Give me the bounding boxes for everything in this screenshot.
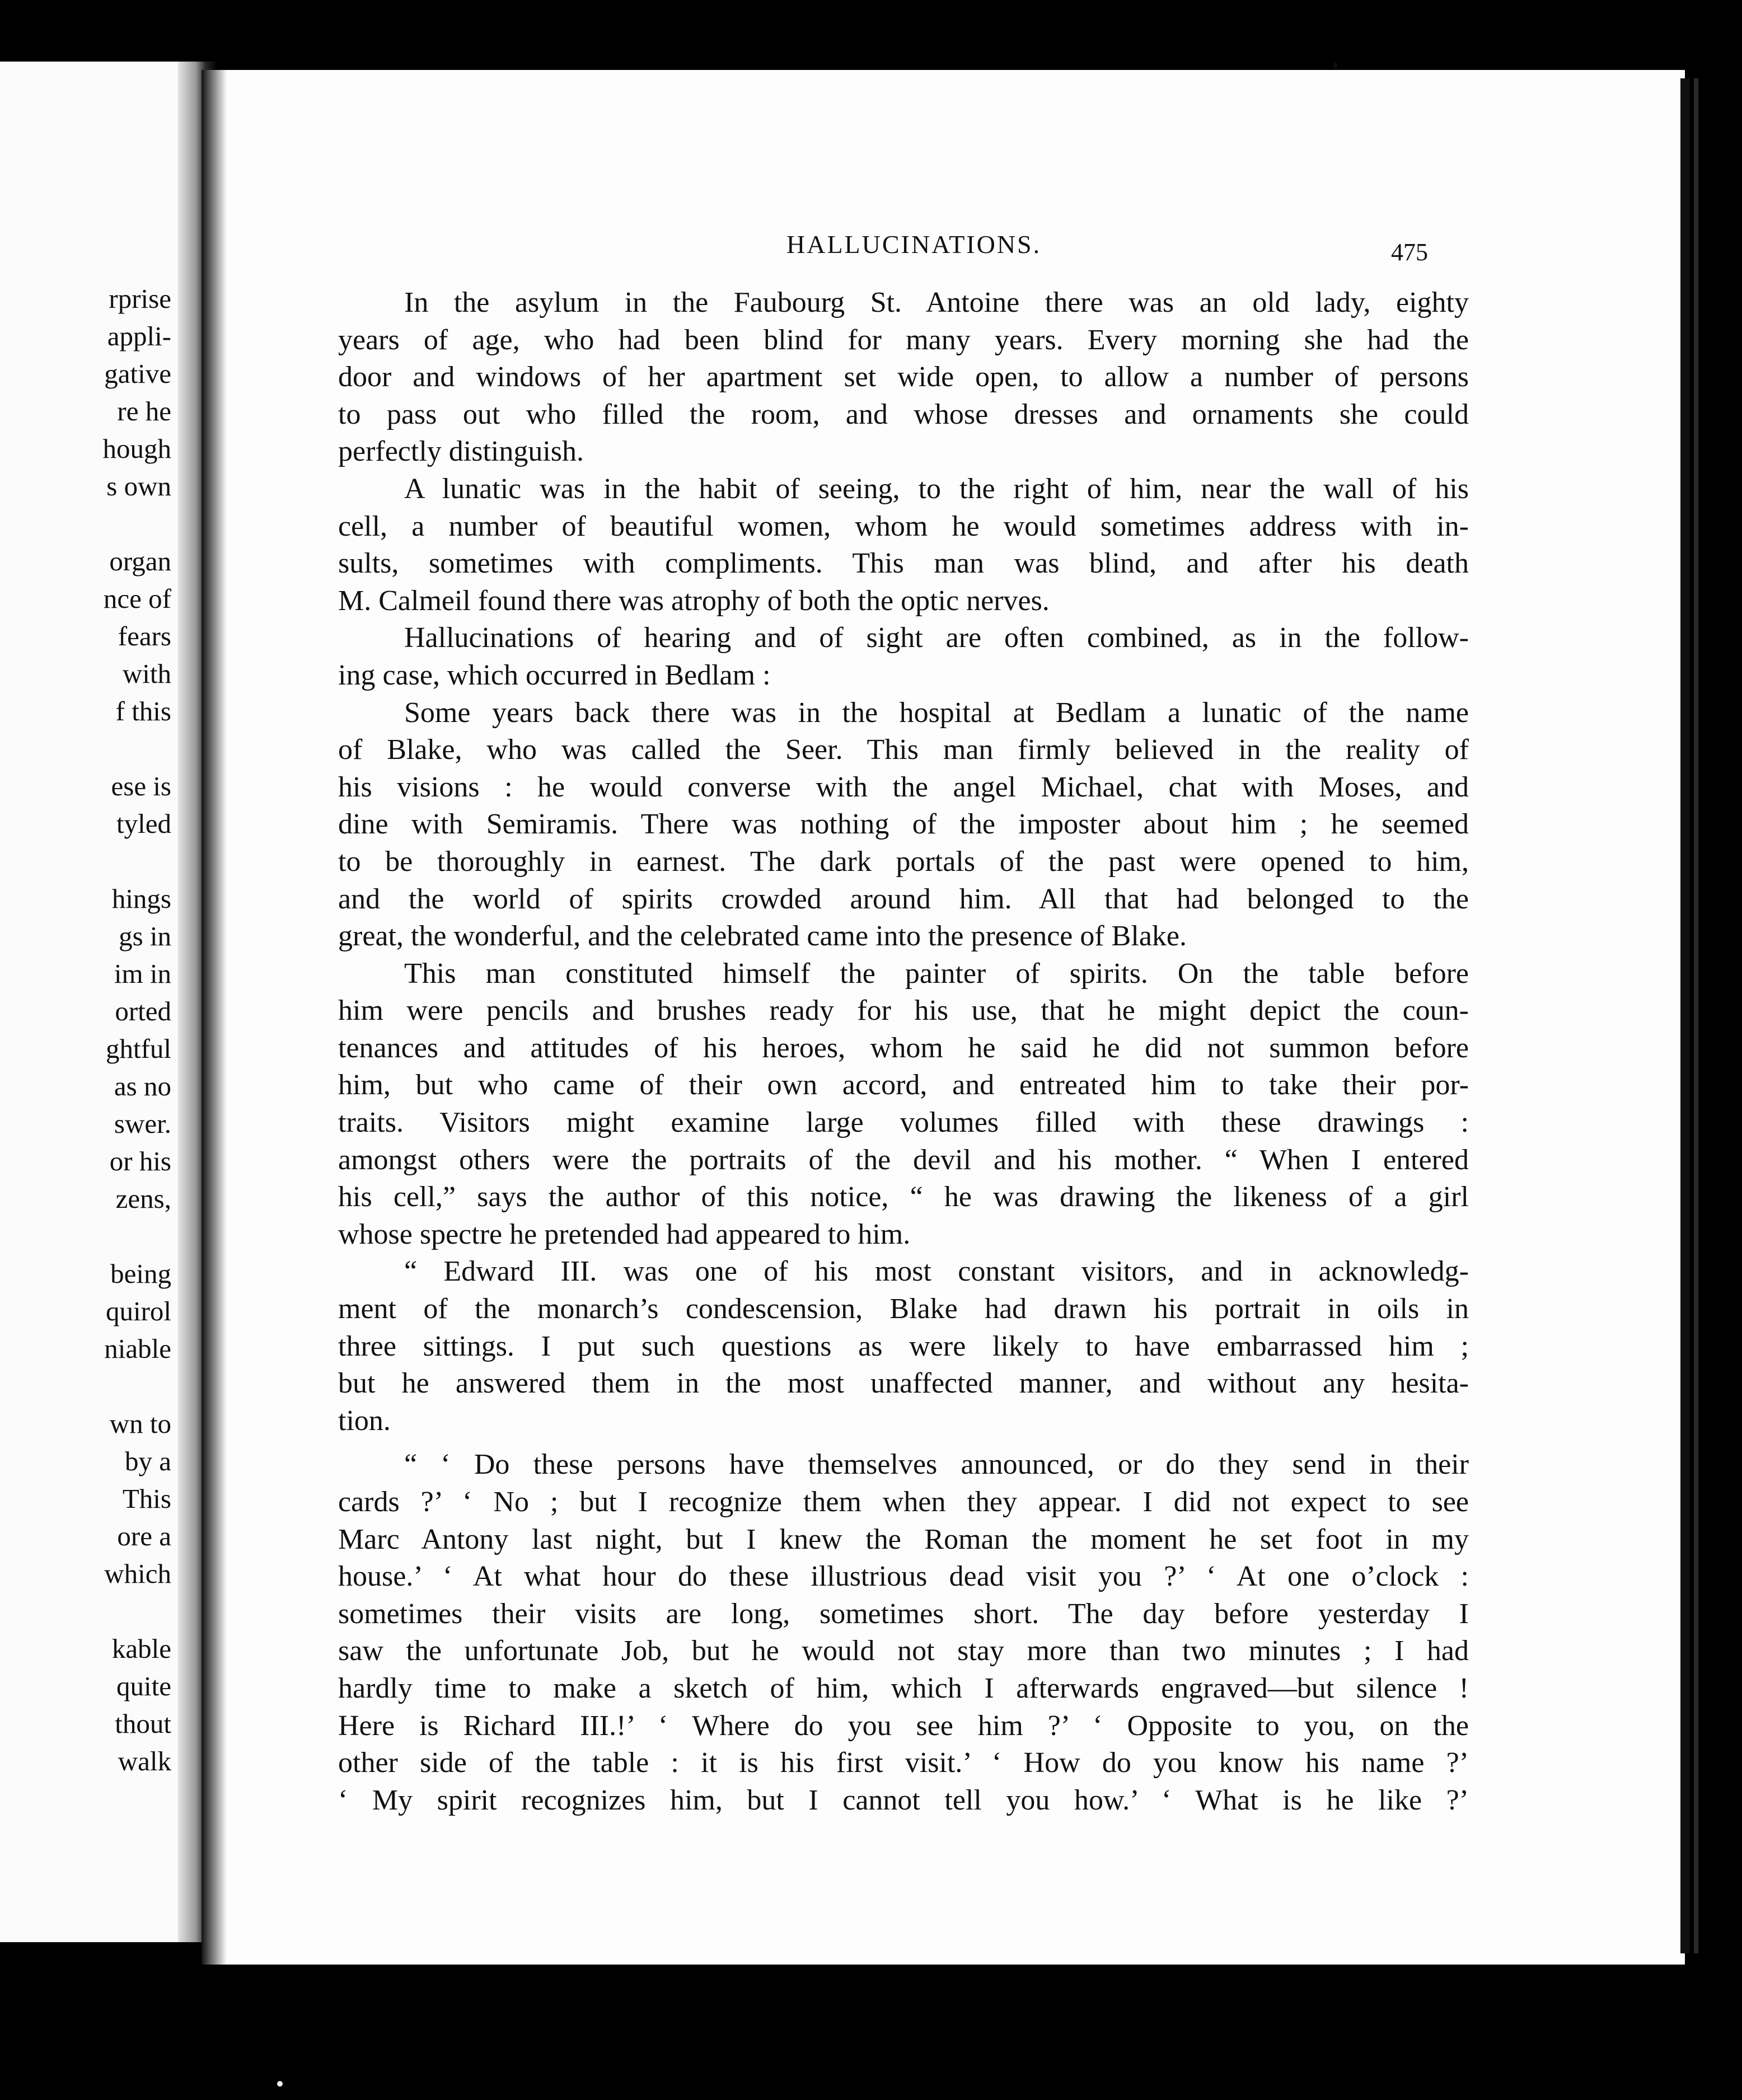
left-line: orted bbox=[115, 996, 171, 1026]
text-line: Here is Richard III.!’ ‘ Where do you see him ?’ ‘ Opposite to you, on the bbox=[338, 1709, 1469, 1742]
page-number: 475 bbox=[1391, 238, 1428, 266]
left-line: im in bbox=[114, 958, 171, 989]
left-line: This bbox=[122, 1483, 171, 1514]
left-line: which bbox=[104, 1558, 171, 1589]
text-line: house.’ ‘ At what hour do these illustrious dead visit you ?’ ‘ At one o’clock : bbox=[338, 1560, 1469, 1593]
left-line bbox=[103, 1217, 172, 1255]
page-edge-strip bbox=[1680, 78, 1689, 1953]
left-line: as no bbox=[114, 1071, 171, 1101]
text-line: his cell,” says the author of this notice, “ he was drawing the likeness of a girl bbox=[338, 1181, 1469, 1213]
left-line: swer. bbox=[114, 1108, 171, 1139]
left-line bbox=[103, 730, 172, 767]
left-line: tyled bbox=[116, 808, 171, 839]
left-line: by a bbox=[125, 1446, 171, 1476]
scan-speck bbox=[1333, 63, 1337, 68]
text-line: ing case, which occurred in Bedlam : bbox=[338, 659, 771, 691]
text-line: sults, sometimes with compliments. This man was blind, and after his death bbox=[338, 547, 1469, 580]
left-line bbox=[103, 1592, 172, 1630]
text-line: In the asylum in the Faubourg St. Antoine there was an old lady, eighty bbox=[404, 287, 1469, 318]
left-line bbox=[103, 1367, 172, 1405]
scan-speck bbox=[277, 2081, 283, 2087]
left-line: appli- bbox=[107, 321, 171, 351]
text-line: “ Edward III. was one of his most constant visitors, and in acknowledg- bbox=[404, 1255, 1469, 1288]
text-line: of Blake, who was called the Seer. This man firmly believed in the reality of bbox=[338, 734, 1469, 766]
text-line: Marc Antony last night, but I knew the Roman the moment he set foot in my bbox=[338, 1523, 1469, 1555]
text-line: “ ‘ Do these persons have themselves announced, or do they send in their bbox=[404, 1449, 1469, 1481]
text-line: to pass out who filled the room, and whose dresses and ornaments she could bbox=[338, 398, 1469, 430]
text-line: him, but who came of their own accord, and entreated him to take their por- bbox=[338, 1069, 1469, 1101]
text-line: him were pencils and brushes ready for his use, that he might depict the coun- bbox=[338, 995, 1469, 1027]
left-line: ore a bbox=[117, 1521, 171, 1551]
text-line: his visions : he would converse with the angel Michael, chat with Moses, and bbox=[338, 771, 1469, 803]
running-head: HALLUCINATIONS. bbox=[786, 230, 1042, 259]
left-line: ese is bbox=[111, 771, 171, 801]
text-line: and the world of spirits crowded around him. All that had belonged to the bbox=[338, 883, 1469, 915]
text-line: three sittings. I put such questions as were likely to have embarrassed him ; bbox=[338, 1330, 1469, 1362]
left-line: kable bbox=[111, 1633, 171, 1664]
page-edge-shadow bbox=[202, 70, 227, 1965]
left-line: wn to bbox=[109, 1408, 171, 1439]
left-line: with bbox=[122, 658, 171, 689]
left-line: niable bbox=[104, 1333, 171, 1364]
left-page-fragment bbox=[0, 62, 185, 1942]
text-line: cards ?’ ‘ No ; but I recognize them when they appear. I did not expect to see bbox=[338, 1486, 1469, 1518]
left-line: fears bbox=[118, 621, 171, 651]
left-line: zens, bbox=[115, 1183, 171, 1214]
page-body-text bbox=[338, 284, 1469, 1819]
text-line: door and windows of her apartment set wide open, to allow a number of persons bbox=[338, 361, 1469, 393]
text-line: cell, a number of beautiful women, whom he would sometimes address with in- bbox=[338, 510, 1469, 542]
text-line: Some years back there was in the hospital at Bedlam a lunatic of the name bbox=[404, 696, 1469, 729]
left-line: f this bbox=[115, 696, 171, 726]
left-line: gative bbox=[104, 358, 171, 389]
text-line: tenances and attitudes of his heroes, whom he said he did not summon before bbox=[338, 1032, 1469, 1064]
text-line: perfectly distinguish. bbox=[338, 435, 584, 468]
left-line: quirol bbox=[105, 1296, 171, 1326]
left-line: or his bbox=[109, 1146, 171, 1176]
left-line bbox=[103, 842, 172, 880]
text-line: great, the wonderful, and the celebrated came into the presence of Blake. bbox=[338, 920, 1187, 953]
text-line: dine with Semiramis. There was nothing of the imposter about him ; he seemed bbox=[338, 808, 1469, 841]
text-line: ment of the monarch’s condescension, Blake had drawn his portrait in oils in bbox=[338, 1293, 1469, 1325]
left-line: being bbox=[110, 1258, 171, 1289]
left-line: gs in bbox=[119, 921, 171, 951]
text-line: saw the unfortunate Job, but he would not stay more than two minutes ; I had bbox=[338, 1635, 1469, 1667]
text-line: sometimes their visits are long, sometimes short. The day before yesterday I bbox=[338, 1597, 1469, 1630]
text-line: years of age, who had been blind for many years. Every morning she had the bbox=[338, 324, 1469, 356]
left-page-text bbox=[103, 280, 172, 1780]
left-line: re he bbox=[117, 396, 171, 426]
left-line: ghtful bbox=[105, 1033, 171, 1064]
text-line: Hallucinations of hearing and of sight are often combined, as in the follow- bbox=[404, 622, 1469, 654]
left-line: organ bbox=[109, 546, 171, 576]
text-line: tion. bbox=[338, 1404, 391, 1437]
text-line: but he answered them in the most unaffected manner, and without any hesita- bbox=[338, 1367, 1469, 1400]
text-line: other side of the table : it is his first visit.’ ‘ How do you know his name ?’ bbox=[338, 1747, 1469, 1779]
text-line: amongst others were the portraits of the devil and his mother. “ When I entered bbox=[338, 1143, 1469, 1176]
text-line: This man constituted himself the painter of spirits. On the table before bbox=[404, 957, 1469, 990]
left-line: quite bbox=[116, 1671, 171, 1701]
text-line: whose spectre he pretended had appeared to him. bbox=[338, 1218, 911, 1250]
text-line: traits. Visitors might examine large volumes filled with these drawings : bbox=[338, 1107, 1469, 1139]
text-line: ‘ My spirit recognizes him, but I cannot tell you how.’ ‘ What is he like ?’ bbox=[338, 1784, 1469, 1816]
left-line: walk bbox=[118, 1746, 171, 1776]
text-line: hardly time to make a sketch of him, which I afterwards engraved—but silence ! bbox=[338, 1672, 1469, 1704]
left-line bbox=[103, 505, 172, 542]
text-line: to be thoroughly in earnest. The dark portals of the past were opened to him, bbox=[338, 845, 1469, 878]
left-line: nce of bbox=[103, 583, 171, 614]
left-line: rprise bbox=[109, 283, 171, 314]
page-edge-strip bbox=[1694, 78, 1698, 1953]
left-line: s own bbox=[106, 471, 171, 501]
left-line: hings bbox=[111, 883, 171, 914]
left-line: hough bbox=[102, 433, 171, 464]
text-line: M. Calmeil found there was atrophy of both the optic nerves. bbox=[338, 584, 1050, 617]
left-line: thout bbox=[115, 1708, 171, 1739]
text-line: A lunatic was in the habit of seeing, to the right of him, near the wall of his bbox=[404, 472, 1469, 505]
